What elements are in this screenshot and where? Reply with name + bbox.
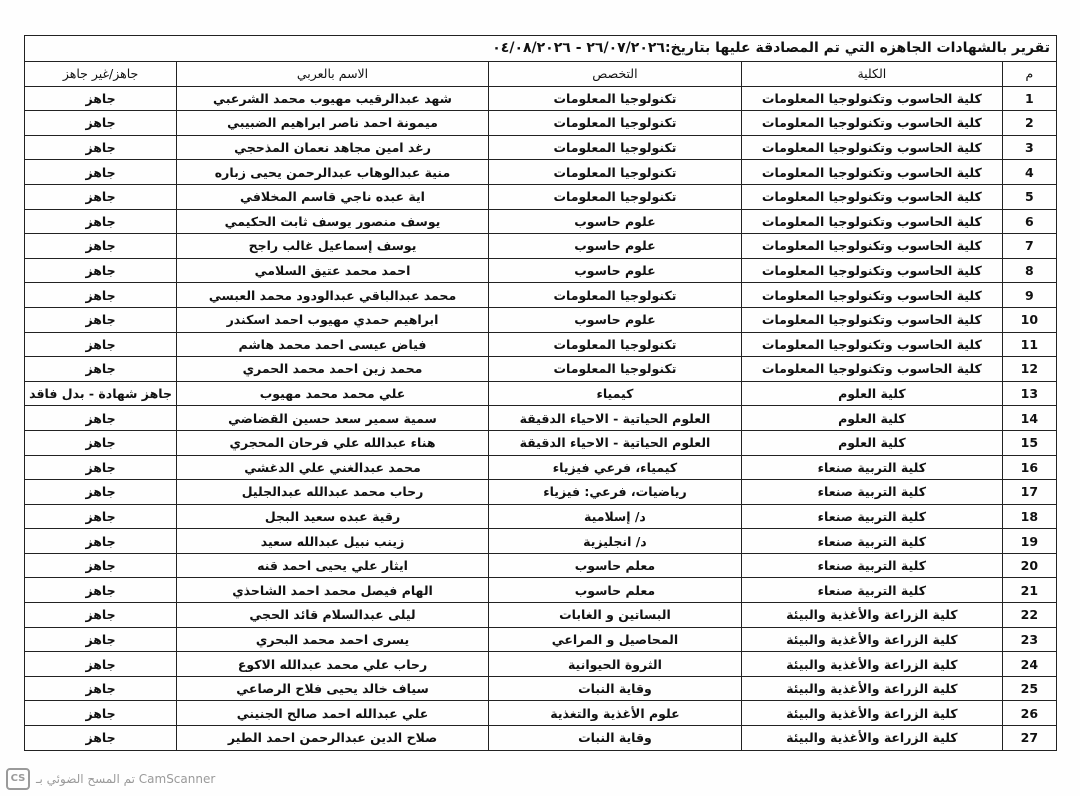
table-row <box>25 209 1057 234</box>
row-college: كلية الزراعة والأغذية والبيئة <box>741 627 1002 652</box>
row-number: 22 <box>1002 603 1056 628</box>
row-number: 17 <box>1002 480 1056 505</box>
row-number: 23 <box>1002 627 1056 652</box>
row-status: جاهز <box>25 234 177 259</box>
row-number: 7 <box>1002 234 1056 259</box>
row-college: كلية التربية صنعاء <box>741 504 1002 529</box>
row-name: زينب نبيل عبدالله سعيد <box>177 529 489 554</box>
table-row <box>25 603 1057 628</box>
certificates-table <box>24 35 1057 751</box>
header-college: الكلية <box>741 62 1002 87</box>
row-number: 24 <box>1002 652 1056 677</box>
row-number: 20 <box>1002 553 1056 578</box>
row-specialty: تكنولوجيا المعلومات <box>488 135 741 160</box>
row-name: محمد عبدالغني علي الدغشي <box>177 455 489 480</box>
row-name: رحاب علي محمد عبدالله الاكوع <box>177 652 489 677</box>
row-name: اية عبده ناجي قاسم المخلافي <box>177 184 489 209</box>
row-name: سياف خالد يحيى فلاح الرصاعي <box>177 676 489 701</box>
table-row <box>25 234 1057 259</box>
row-name: شهد عبدالرقيب مهيوب محمد الشرعبي <box>177 86 489 111</box>
row-specialty: علوم حاسوب <box>488 209 741 234</box>
row-status: جاهز <box>25 603 177 628</box>
row-status: جاهز <box>25 184 177 209</box>
row-status: جاهز <box>25 111 177 136</box>
row-specialty: معلم حاسوب <box>488 578 741 603</box>
row-college: كلية العلوم <box>741 406 1002 431</box>
row-number: 11 <box>1002 332 1056 357</box>
row-status: جاهز <box>25 258 177 283</box>
table-row <box>25 258 1057 283</box>
row-number: 25 <box>1002 676 1056 701</box>
row-status: جاهز <box>25 578 177 603</box>
row-number: 26 <box>1002 701 1056 726</box>
row-number: 10 <box>1002 307 1056 332</box>
camscanner-logo-icon: CS <box>6 768 30 790</box>
row-name: يوسف إسماعيل غالب راجح <box>177 234 489 259</box>
row-specialty: تكنولوجيا المعلومات <box>488 184 741 209</box>
row-specialty: د/ إسلامية <box>488 504 741 529</box>
table-row <box>25 652 1057 677</box>
report-sheet <box>24 35 1057 751</box>
table-row <box>25 504 1057 529</box>
row-college: كلية الحاسوب وتكنولوجيا المعلومات <box>741 258 1002 283</box>
row-college: كلية الحاسوب وتكنولوجيا المعلومات <box>741 357 1002 382</box>
table-row <box>25 307 1057 332</box>
row-college: كلية الحاسوب وتكنولوجيا المعلومات <box>741 209 1002 234</box>
table-row <box>25 553 1057 578</box>
row-status: جاهز <box>25 209 177 234</box>
table-row <box>25 480 1057 505</box>
row-college: كلية العلوم <box>741 381 1002 406</box>
row-college: كلية الحاسوب وتكنولوجيا المعلومات <box>741 234 1002 259</box>
row-number: 19 <box>1002 529 1056 554</box>
table-row <box>25 332 1057 357</box>
row-specialty: تكنولوجيا المعلومات <box>488 111 741 136</box>
row-college: كلية التربية صنعاء <box>741 578 1002 603</box>
row-status: جاهز <box>25 627 177 652</box>
table-row <box>25 357 1057 382</box>
row-specialty: العلوم الحياتية - الاحياء الدقيقة <box>488 406 741 431</box>
row-college: كلية الزراعة والأغذية والبيئة <box>741 726 1002 751</box>
row-status: جاهز <box>25 455 177 480</box>
row-number: 16 <box>1002 455 1056 480</box>
row-status: جاهز <box>25 701 177 726</box>
row-college: كلية الزراعة والأغذية والبيئة <box>741 676 1002 701</box>
row-number: 9 <box>1002 283 1056 308</box>
row-number: 15 <box>1002 430 1056 455</box>
row-college: كلية التربية صنعاء <box>741 529 1002 554</box>
row-specialty: رياضيات، فرعي: فيزياء <box>488 480 741 505</box>
row-status: جاهز <box>25 357 177 382</box>
row-name: ايثار علي يحيى احمد قنه <box>177 553 489 578</box>
row-name: رغد امين مجاهد نعمان المذحجي <box>177 135 489 160</box>
table-row <box>25 627 1057 652</box>
row-name: يوسف منصور يوسف ثابت الحكيمي <box>177 209 489 234</box>
row-name: صلاح الدين عبدالرحمن احمد الطير <box>177 726 489 751</box>
row-status: جاهز <box>25 332 177 357</box>
row-college: كلية الزراعة والأغذية والبيئة <box>741 652 1002 677</box>
row-status: جاهز <box>25 283 177 308</box>
table-row <box>25 726 1057 751</box>
row-name: منية عبدالوهاب عبدالرحمن يحيى زباره <box>177 160 489 185</box>
row-college: كلية الحاسوب وتكنولوجيا المعلومات <box>741 283 1002 308</box>
table-row <box>25 381 1057 406</box>
row-college: كلية الحاسوب وتكنولوجيا المعلومات <box>741 160 1002 185</box>
row-college: كلية الحاسوب وتكنولوجيا المعلومات <box>741 184 1002 209</box>
table-row <box>25 676 1057 701</box>
row-name: ليلى عبدالسلام قائد الحجي <box>177 603 489 628</box>
row-college: كلية الزراعة والأغذية والبيئة <box>741 701 1002 726</box>
row-name: رحاب محمد عبدالله عبدالجليل <box>177 480 489 505</box>
row-college: كلية الحاسوب وتكنولوجيا المعلومات <box>741 332 1002 357</box>
row-college: كلية الحاسوب وتكنولوجيا المعلومات <box>741 307 1002 332</box>
table-row <box>25 160 1057 185</box>
row-name: هناء عبدالله علي فرحان المحجري <box>177 430 489 455</box>
row-specialty: تكنولوجيا المعلومات <box>488 283 741 308</box>
row-status: جاهز <box>25 529 177 554</box>
row-status: جاهز <box>25 160 177 185</box>
row-specialty: البساتين و الغابات <box>488 603 741 628</box>
row-specialty: المحاصيل و المراعي <box>488 627 741 652</box>
row-number: 5 <box>1002 184 1056 209</box>
row-specialty: علوم الأغذية والتغذية <box>488 701 741 726</box>
row-status: جاهز <box>25 307 177 332</box>
row-specialty: وقاية النبات <box>488 676 741 701</box>
row-specialty: كيمياء، فرعي فيزياء <box>488 455 741 480</box>
row-number: 4 <box>1002 160 1056 185</box>
watermark-text: تم المسح الضوئي بـ CamScanner <box>36 772 216 786</box>
row-specialty: علوم حاسوب <box>488 258 741 283</box>
row-name: محمد عبدالباقي عبدالودود محمد العبسي <box>177 283 489 308</box>
row-specialty: علوم حاسوب <box>488 234 741 259</box>
row-number: 6 <box>1002 209 1056 234</box>
row-name: سمية سمير سعد حسين القضاضي <box>177 406 489 431</box>
row-name: علي محمد محمد مهيوب <box>177 381 489 406</box>
row-specialty: تكنولوجيا المعلومات <box>488 86 741 111</box>
row-status: جاهز <box>25 726 177 751</box>
table-row <box>25 578 1057 603</box>
table-row <box>25 529 1057 554</box>
row-specialty: تكنولوجيا المعلومات <box>488 357 741 382</box>
row-specialty: تكنولوجيا المعلومات <box>488 332 741 357</box>
row-name: يسرى احمد محمد البحري <box>177 627 489 652</box>
row-number: 27 <box>1002 726 1056 751</box>
row-college: كلية العلوم <box>741 430 1002 455</box>
row-name: ابراهيم حمدي مهيوب احمد اسكندر <box>177 307 489 332</box>
row-number: 21 <box>1002 578 1056 603</box>
row-number: 14 <box>1002 406 1056 431</box>
row-name: رقية عبده سعيد البجل <box>177 504 489 529</box>
row-status: جاهز شهادة - بدل فاقد <box>25 381 177 406</box>
table-row <box>25 406 1057 431</box>
row-status: جاهز <box>25 553 177 578</box>
row-number: 13 <box>1002 381 1056 406</box>
report-title: تقرير بالشهادات الجاهزه التي تم المصادقة عليها بتاريخ:٢٦/٠٧/٢٠٢٦ - ٠٤/٠٨/٢٠٢٦ <box>25 36 1057 62</box>
table-row <box>25 135 1057 160</box>
row-name: محمد زين احمد محمد الحمري <box>177 357 489 382</box>
row-specialty: علوم حاسوب <box>488 307 741 332</box>
table-row <box>25 184 1057 209</box>
scanner-watermark <box>6 768 215 790</box>
row-name: فياض عيسى احمد محمد هاشم <box>177 332 489 357</box>
row-specialty: تكنولوجيا المعلومات <box>488 160 741 185</box>
row-status: جاهز <box>25 406 177 431</box>
row-name: الهام فيصل محمد احمد الشاحذي <box>177 578 489 603</box>
row-number: 8 <box>1002 258 1056 283</box>
table-row <box>25 430 1057 455</box>
row-number: 12 <box>1002 357 1056 382</box>
row-status: جاهز <box>25 504 177 529</box>
row-number: 2 <box>1002 111 1056 136</box>
header-status: جاهز/غير جاهز <box>25 62 177 87</box>
row-status: جاهز <box>25 430 177 455</box>
row-college: كلية الحاسوب وتكنولوجيا المعلومات <box>741 111 1002 136</box>
table-row <box>25 455 1057 480</box>
title-row <box>25 36 1057 62</box>
row-specialty: كيمياء <box>488 381 741 406</box>
row-college: كلية الحاسوب وتكنولوجيا المعلومات <box>741 135 1002 160</box>
row-status: جاهز <box>25 135 177 160</box>
row-name: ميمونة احمد ناصر ابراهيم الضبيبي <box>177 111 489 136</box>
table-body <box>25 86 1057 750</box>
row-college: كلية التربية صنعاء <box>741 455 1002 480</box>
header-num: م <box>1002 62 1056 87</box>
row-name: احمد محمد عتيق السلامي <box>177 258 489 283</box>
table-row <box>25 283 1057 308</box>
row-status: جاهز <box>25 480 177 505</box>
row-specialty: العلوم الحياتية - الاحياء الدقيقة <box>488 430 741 455</box>
row-name: علي عبدالله احمد صالح الجنيني <box>177 701 489 726</box>
table-row <box>25 701 1057 726</box>
row-specialty: معلم حاسوب <box>488 553 741 578</box>
table-row <box>25 111 1057 136</box>
header-row <box>25 62 1057 87</box>
row-number: 1 <box>1002 86 1056 111</box>
row-specialty: د/ انجليزية <box>488 529 741 554</box>
row-number: 18 <box>1002 504 1056 529</box>
row-status: جاهز <box>25 86 177 111</box>
header-specialty: التخصص <box>488 62 741 87</box>
table-row <box>25 86 1057 111</box>
row-specialty: الثروة الحيوانية <box>488 652 741 677</box>
row-number: 3 <box>1002 135 1056 160</box>
row-status: جاهز <box>25 652 177 677</box>
row-college: كلية الحاسوب وتكنولوجيا المعلومات <box>741 86 1002 111</box>
row-status: جاهز <box>25 676 177 701</box>
row-specialty: وقاية النبات <box>488 726 741 751</box>
row-college: كلية التربية صنعاء <box>741 553 1002 578</box>
header-name: الاسم بالعربي <box>177 62 489 87</box>
row-college: كلية الزراعة والأغذية والبيئة <box>741 603 1002 628</box>
row-college: كلية التربية صنعاء <box>741 480 1002 505</box>
